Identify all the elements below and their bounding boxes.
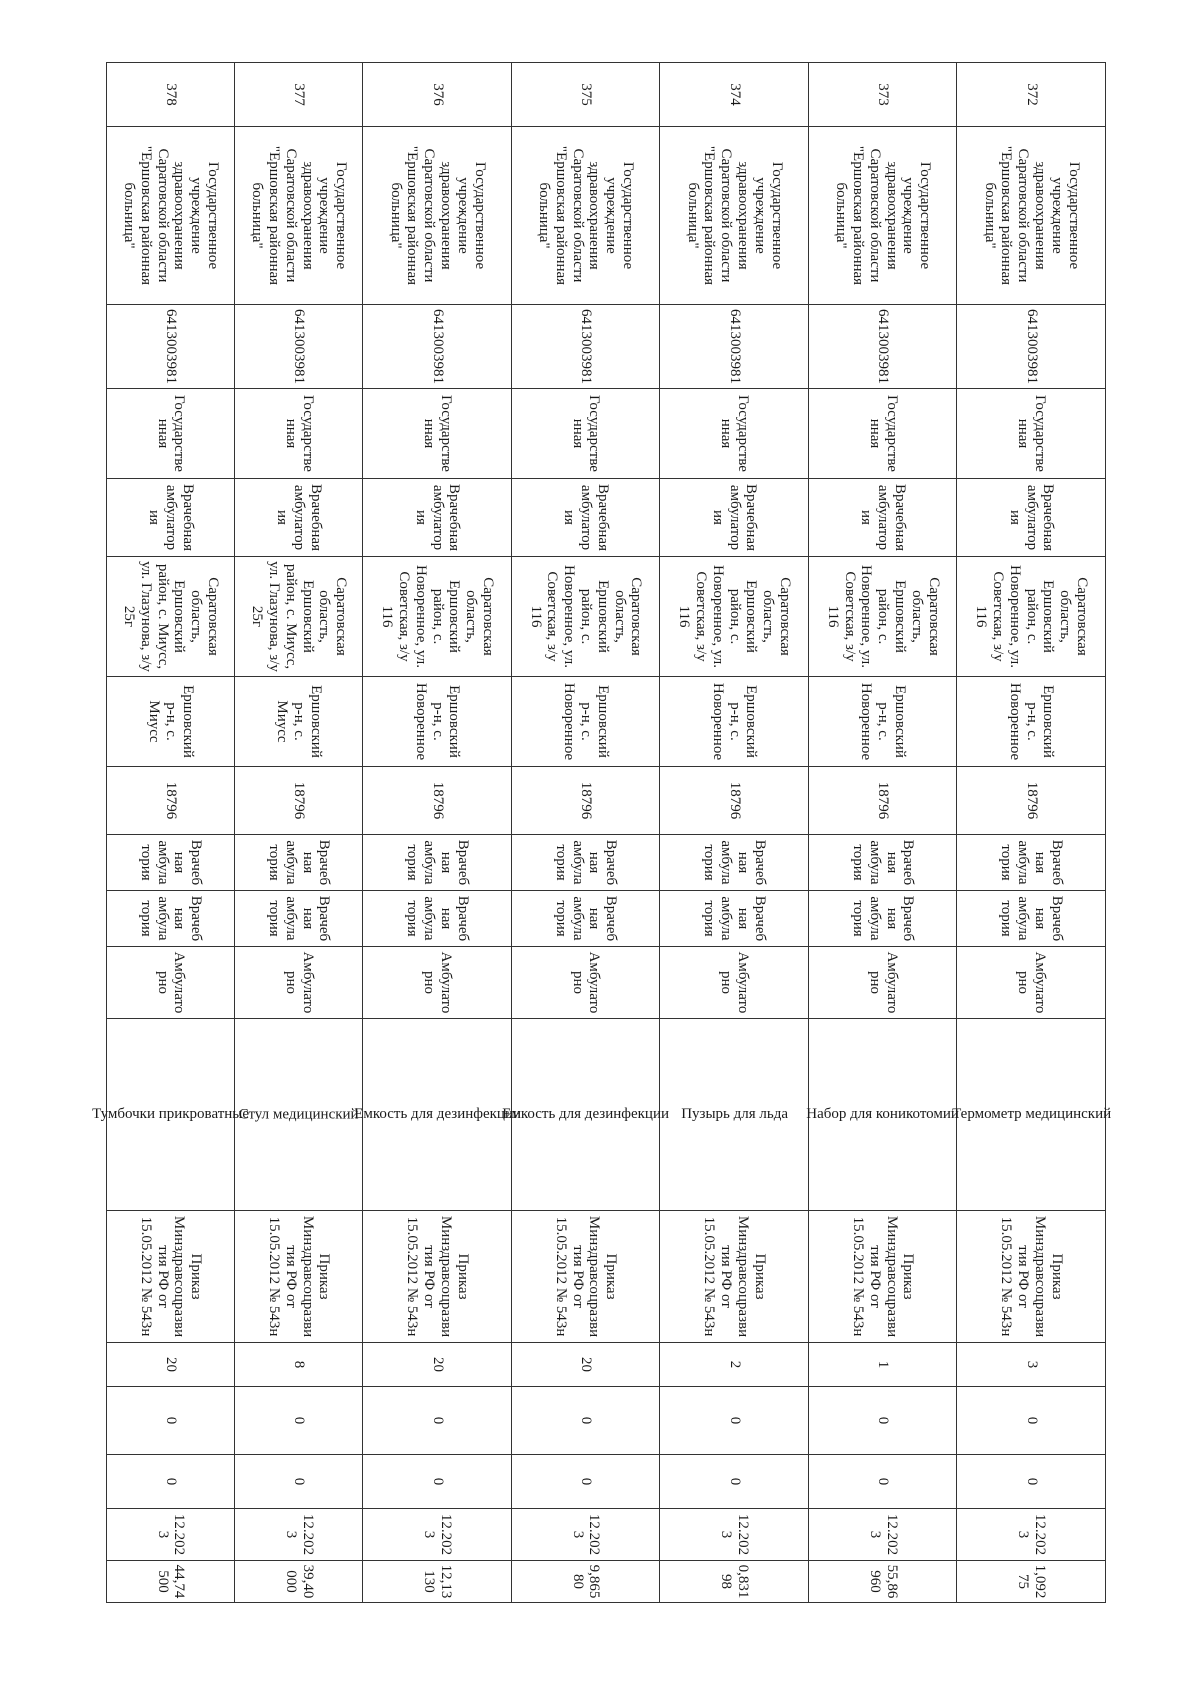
structural-unit: Врачебная амбулатория [660,479,809,557]
planned-date: 12.2023 [363,1509,512,1561]
shortage-quantity: 0 [808,1455,957,1509]
equipment-registry-table [92,62,1111,1603]
table-body [92,63,1111,1603]
locality: Ершовский р-н, с. Новоренное [808,677,957,767]
locality-code: 18796 [363,767,512,835]
shortage-quantity: 0 [660,1455,809,1509]
table-row [957,63,1106,1603]
required-quantity: 20 [107,1343,235,1387]
equipment-name: Емкость для дезинфекции [363,1019,512,1211]
organization-name: Государственное учреждение здравоохранения Саратовской области "Ершовская районная больница" [107,127,235,305]
department: Врачебная амбулатория [808,835,957,891]
required-quantity: 3 [957,1343,1106,1387]
regulatory-order: Приказ Минздравсоцразвития РФ от 15.05.2012 № 543н [235,1211,363,1343]
organization-name: Государственное учреждение здравоохранения Саратовской области "Ершовская районная больница" [957,127,1106,305]
locality: Ершовский р-н, с. Новоренное [363,677,512,767]
subdepartment: Врачебная амбулатория [235,891,363,947]
department: Врачебная амбулатория [107,835,235,891]
organization-name: Государственное учреждение здравоохранения Саратовской области "Ершовская районная больница" [660,127,809,305]
subdepartment: Врачебная амбулатория [957,891,1106,947]
inn: 6413003981 [107,305,235,389]
unit-address: Саратовская область, Ершовский район, с. Новоренное, ул. Советская, з/у 116 [363,557,512,677]
locality-code: 18796 [511,767,660,835]
planned-date: 12.2023 [107,1509,235,1561]
regulatory-order: Приказ Минздравсоцразвития РФ от 15.05.2012 № 543н [363,1211,512,1343]
inn: 6413003981 [957,305,1106,389]
required-quantity: 8 [235,1343,363,1387]
shortage-quantity: 0 [511,1455,660,1509]
required-quantity: 1 [808,1343,957,1387]
amount: 0,83198 [660,1561,809,1603]
ownership-form: Государственная [107,389,235,479]
subdepartment: Врачебная амбулатория [107,891,235,947]
equipment-name: Тумбочки прикроватные [107,1019,235,1211]
row-number: 375 [511,63,660,127]
table-row [235,63,363,1603]
present-quantity: 0 [957,1387,1106,1455]
scanned-page [92,62,1111,1602]
unit-address: Саратовская область, Ершовский район, с. Новоренное, ул. Советская, з/у 116 [660,557,809,677]
ownership-form: Государственная [235,389,363,479]
ownership-form: Государственная [957,389,1106,479]
care-conditions: Амбулаторно [511,947,660,1019]
shortage-quantity: 0 [107,1455,235,1509]
structural-unit: Врачебная амбулатория [511,479,660,557]
planned-date: 12.2023 [511,1509,660,1561]
unit-address: Саратовская область, Ершовский район, с. Новоренное, ул. Советская, з/у 116 [511,557,660,677]
care-conditions: Амбулаторно [808,947,957,1019]
amount: 55,86960 [808,1561,957,1603]
structural-unit: Врачебная амбулатория [107,479,235,557]
amount: 39,40000 [235,1561,363,1603]
inn: 6413003981 [660,305,809,389]
ownership-form: Государственная [363,389,512,479]
inn: 6413003981 [808,305,957,389]
organization-name: Государственное учреждение здравоохранения Саратовской области "Ершовская районная больница" [363,127,512,305]
planned-date: 12.2023 [660,1509,809,1561]
planned-date: 12.2023 [235,1509,363,1561]
department: Врачебная амбулатория [511,835,660,891]
regulatory-order: Приказ Минздравсоцразвития РФ от 15.05.2012 № 543н [660,1211,809,1343]
locality-code: 18796 [107,767,235,835]
row-number: 378 [107,63,235,127]
regulatory-order: Приказ Минздравсоцразвития РФ от 15.05.2012 № 543н [957,1211,1106,1343]
structural-unit: Врачебная амбулатория [235,479,363,557]
rotated-table-wrapper [92,62,1111,1602]
organization-name: Государственное учреждение здравоохранения Саратовской области "Ершовская районная больница" [511,127,660,305]
department: Врачебная амбулатория [363,835,512,891]
row-number: 373 [808,63,957,127]
amount: 12,13130 [363,1561,512,1603]
table-row [808,63,957,1603]
structural-unit: Врачебная амбулатория [363,479,512,557]
present-quantity: 0 [660,1387,809,1455]
table-row [660,63,809,1603]
locality: Ершовский р-н, с. Миусс [235,677,363,767]
care-conditions: Амбулаторно [660,947,809,1019]
table-row [363,63,512,1603]
row-number: 377 [235,63,363,127]
structural-unit: Врачебная амбулатория [808,479,957,557]
shortage-quantity: 0 [957,1455,1106,1509]
regulatory-order: Приказ Минздравсоцразвития РФ от 15.05.2012 № 543н [107,1211,235,1343]
care-conditions: Амбулаторно [363,947,512,1019]
table-row [107,63,235,1603]
unit-address: Саратовская область, Ершовский район, с. Новоренное, ул. Советская, з/у 116 [957,557,1106,677]
present-quantity: 0 [363,1387,512,1455]
amount: 9,86580 [511,1561,660,1603]
subdepartment: Врачебная амбулатория [660,891,809,947]
regulatory-order: Приказ Минздравсоцразвития РФ от 15.05.2012 № 543н [808,1211,957,1343]
equipment-name: Пузырь для льда [660,1019,809,1211]
ownership-form: Государственная [511,389,660,479]
subdepartment: Врачебная амбулатория [363,891,512,947]
unit-address: Саратовская область, Ершовский район, с. Миусс, ул. Глазунова, з/у 25г [107,557,235,677]
subdepartment: Врачебная амбулатория [511,891,660,947]
row-number: 374 [660,63,809,127]
unit-address: Саратовская область, Ершовский район, с. Новоренное, ул. Советская, з/у 116 [808,557,957,677]
inn: 6413003981 [363,305,512,389]
row-number: 372 [957,63,1106,127]
organization-name: Государственное учреждение здравоохранения Саратовской области "Ершовская районная больница" [235,127,363,305]
equipment-name: Стул медицинский [235,1019,363,1211]
locality: Ершовский р-н, с. Миусс [107,677,235,767]
locality-code: 18796 [235,767,363,835]
required-quantity: 20 [363,1343,512,1387]
organization-name: Государственное учреждение здравоохранения Саратовской области "Ершовская районная больница" [808,127,957,305]
unit-address: Саратовская область, Ершовский район, с. Миусс, ул. Глазунова, з/у 25г [235,557,363,677]
equipment-name: Набор для коникотомии [808,1019,957,1211]
required-quantity: 20 [511,1343,660,1387]
department: Врачебная амбулатория [660,835,809,891]
required-quantity: 2 [660,1343,809,1387]
inn: 6413003981 [511,305,660,389]
planned-date: 12.2023 [808,1509,957,1561]
present-quantity: 0 [511,1387,660,1455]
shortage-quantity: 0 [235,1455,363,1509]
amount: 44,74500 [107,1561,235,1603]
care-conditions: Амбулаторно [107,947,235,1019]
department: Врачебная амбулатория [235,835,363,891]
table-row [511,63,660,1603]
amount: 1,09275 [957,1561,1106,1603]
care-conditions: Амбулаторно [235,947,363,1019]
present-quantity: 0 [235,1387,363,1455]
present-quantity: 0 [808,1387,957,1455]
ownership-form: Государственная [808,389,957,479]
locality: Ершовский р-н, с. Новоренное [957,677,1106,767]
locality: Ершовский р-н, с. Новоренное [660,677,809,767]
locality: Ершовский р-н, с. Новоренное [511,677,660,767]
structural-unit: Врачебная амбулатория [957,479,1106,557]
regulatory-order: Приказ Минздравсоцразвития РФ от 15.05.2012 № 543н [511,1211,660,1343]
locality-code: 18796 [957,767,1106,835]
locality-code: 18796 [808,767,957,835]
row-number: 376 [363,63,512,127]
present-quantity: 0 [107,1387,235,1455]
shortage-quantity: 0 [363,1455,512,1509]
care-conditions: Амбулаторно [957,947,1106,1019]
department: Врачебная амбулатория [957,835,1106,891]
subdepartment: Врачебная амбулатория [808,891,957,947]
equipment-name: Емкость для дезинфекции [511,1019,660,1211]
equipment-name: Термометр медицинский [957,1019,1106,1211]
planned-date: 12.2023 [957,1509,1106,1561]
inn: 6413003981 [235,305,363,389]
ownership-form: Государственная [660,389,809,479]
locality-code: 18796 [660,767,809,835]
